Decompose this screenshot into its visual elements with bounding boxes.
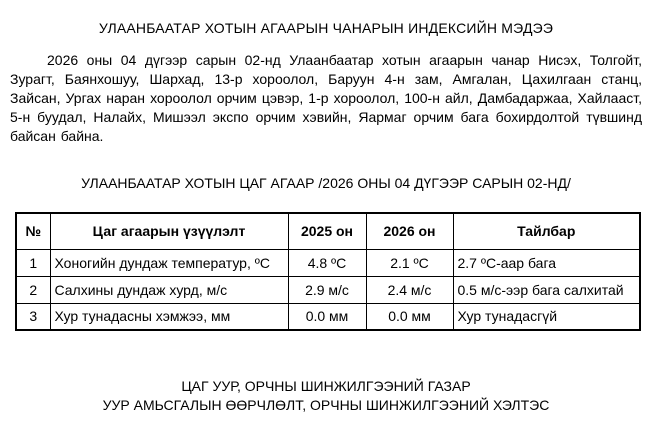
footer-organization-line2: УУР АМЬСГАЛЫН ӨӨРЧЛӨЛТ, ОРЧНЫ ШИНЖИЛГЭЭНИЙ ХЭЛТЭС: [102, 397, 550, 413]
header-remark: Тайлбар: [453, 213, 640, 249]
document-title: УЛААНБААТАР ХОТЫН АГААРЫН ЧАНАРЫН ИНДЕКСИЙН МЭДЭЭ: [98, 20, 554, 36]
cell-value-2025: 2.9 м/с: [288, 276, 366, 303]
cell-value-2025: 0.0 мм: [288, 303, 366, 330]
cell-value-2026: 2.1 ºС: [366, 249, 453, 276]
cell-row-number: 3: [16, 303, 50, 330]
header-number: №: [16, 213, 50, 249]
table-row: [16, 303, 640, 330]
header-year-2025: 2025 он: [288, 213, 366, 249]
cell-value-2025: 4.8 ºС: [288, 249, 366, 276]
footer-organization-line1: ЦАГ УУР, ОРЧНЫ ШИНЖИЛГЭЭНИЙ ГАЗАР: [181, 378, 471, 394]
cell-value-2026: 0.0 мм: [366, 303, 453, 330]
table-header-row: [16, 213, 640, 249]
air-quality-summary-paragraph: 2026 оны 04 дүгээр сарын 02-нд Улаанбаатар хотын агаарын чанар Нисэх, Толгойт, Зурагт, Баянхошуу, Шархад, 13-р хороолол, Баруун 4-н зам, Амгалан, Цахилгаан станц, Зайсан, Ургах наран хороолол орчим цэвэр, 1-р хороолол, 100-н айл, Дамбадаржаа, Хайлааст, 5-н буудал, Налайх, Мишээл экспо орчим хэвийн, Яармаг орчим бага бохирдолтой түвшинд байсан байна.: [10, 52, 642, 144]
cell-indicator: Салхины дундаж хурд, м/с: [50, 276, 288, 303]
header-year-2026: 2026 он: [366, 213, 453, 249]
document-footer: [0, 377, 652, 415]
cell-row-number: 2: [16, 276, 50, 303]
cell-remark: 2.7 ºС-аар бага: [453, 249, 640, 276]
cell-row-number: 1: [16, 249, 50, 276]
cell-value-2026: 2.4 м/с: [366, 276, 453, 303]
cell-indicator: Хур тунадасны хэмжээ, мм: [50, 303, 288, 330]
weather-section-heading: УЛААНБААТАР ХОТЫН ЦАГ АГААР /2026 ОНЫ 04 ДҮГЭЭР САРЫН 02-НД/: [81, 175, 571, 191]
header-indicator: Цаг агаарын үзүүлэлт: [50, 213, 288, 249]
cell-remark: Хур тунадасгүй: [453, 303, 640, 330]
table-row: [16, 276, 640, 303]
table-row: [16, 249, 640, 276]
weather-table: [15, 212, 641, 331]
cell-remark: 0.5 м/с-ээр бага салхитай: [453, 276, 640, 303]
cell-indicator: Хоногийн дундаж температур, ºС: [50, 249, 288, 276]
